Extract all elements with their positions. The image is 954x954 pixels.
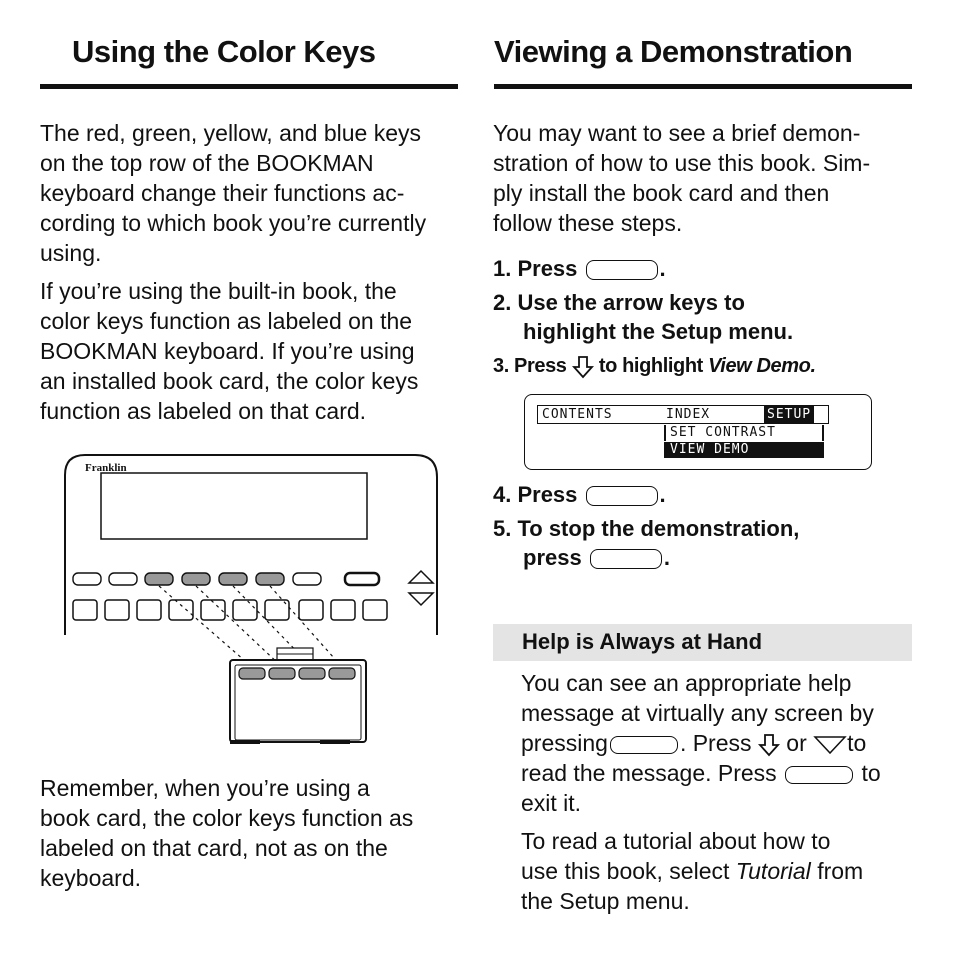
step-2 [493,288,793,346]
letter-keys-row [73,600,387,620]
right-title-rule [494,84,912,89]
step-label: 1. Press [493,256,578,281]
lcd-option-view-demo: VIEW DEMO [664,442,824,458]
book-card [230,648,366,744]
text-line: the Setup menu. [521,888,690,914]
step-5: 5. To stop the demonstration, press . [493,516,800,570]
text-line: color keys function as labeled on the [40,308,413,334]
text-line: using. [40,240,102,266]
up-arrow-key-icon [409,571,433,583]
right-title: Viewing a Demonstration [494,34,853,69]
franklin-logo: Franklin [85,462,127,474]
lcd-screen [524,394,872,470]
down-arrow-icon [572,355,594,379]
text-line: keyboard. [40,865,142,891]
text-line: To read a tutorial about how to [521,828,831,854]
device-screen [101,473,367,539]
bookman-device-illustration [55,445,455,750]
text-line: read the message. Press to [521,760,881,786]
step-1: 1. Press . [493,256,666,281]
step-label: 3. Press [493,355,567,377]
text-line: on the top row of the BOOKMAN [40,150,374,176]
menu-setup: SETUP [764,406,814,423]
text-line: You can see an appropriate help [521,670,852,696]
text-line: keyboard change their functions ac- [40,180,405,206]
text-line: You may want to see a brief demon- [493,120,861,146]
left-paragraph-3 [40,773,460,893]
step-label: to highlight [598,355,703,377]
help-key-icon [610,736,678,754]
step-label: press [523,545,582,570]
left-paragraph-1 [40,118,460,268]
right-intro [493,118,913,238]
down-triangle-key-icon [813,734,847,756]
key-mapping-lines [159,586,342,667]
text-line: function as labeled on that card. [40,398,367,424]
text-line: follow these steps. [493,210,683,236]
clear-key-icon [590,549,662,569]
text-line: use this book, select Tutorial from [521,858,864,884]
text-line: pressing . Press or to [521,730,867,756]
text-line: Remember, when you’re using a [40,775,370,801]
enter-key-icon [586,486,658,506]
text-line: labeled on that card, not as on the [40,835,388,861]
lcd-menu-bar [537,405,829,424]
menu-contents: CONTENTS [542,407,613,422]
menu-key-icon [586,260,658,280]
clear-key-icon [785,766,853,784]
left-title-rule [40,84,458,89]
text-line: message at virtually any screen by [521,700,874,726]
step-label: 5. To stop the demonstration, [493,516,800,541]
text-line: ply install the book card and then [493,180,830,206]
down-arrow-key-icon [409,593,433,605]
color-keys-row [73,573,379,585]
text-line: cording to which book you’re currently [40,210,427,236]
text-line: BOOKMAN keyboard. If you’re using [40,338,415,364]
step-emphasis: View Demo. [708,355,816,377]
text-line: If you’re using the built-in book, the [40,278,397,304]
step-label: 2. Use the arrow keys to [493,290,745,315]
step-label: 4. Press [493,482,578,507]
lcd-option-contrast: SET CONTRAST [664,425,824,441]
text-line: an installed book card, the color keys [40,368,419,394]
text-line: The red, green, yellow, and blue keys [40,120,422,146]
left-paragraph-2 [40,276,460,426]
step-3 [493,352,816,381]
text-line: book card, the color keys function as [40,805,414,831]
step-label: highlight the Setup menu. [523,319,794,344]
step-4: 4. Press . [493,482,666,507]
help-paragraph [521,668,921,818]
tutorial-paragraph [521,826,921,916]
text-line: stration of how to use this book. Sim- [493,150,871,176]
menu-index: INDEX [666,407,711,422]
tutorial-emphasis: Tutorial [735,858,811,884]
help-heading: Help is Always at Hand [522,629,763,654]
text-line: exit it. [521,790,582,816]
left-title: Using the Color Keys [72,34,376,69]
down-arrow-icon [758,733,780,757]
